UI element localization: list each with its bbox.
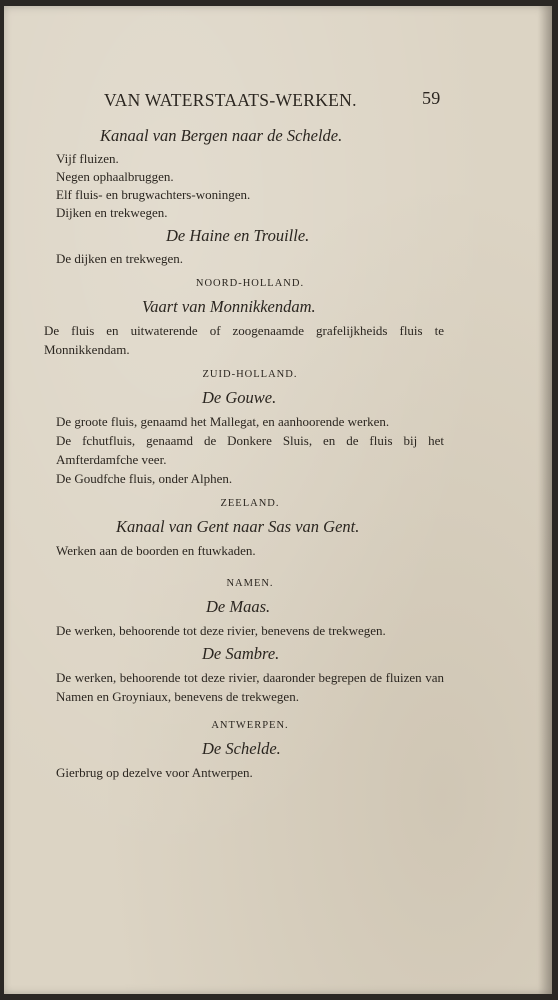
province-heading: NAMEN. bbox=[226, 578, 274, 589]
body-paragraph: De groote fluis, genaamd het Mallegat, en aanhoorende werken. bbox=[56, 414, 390, 429]
body-line: Dijken en trekwegen. bbox=[56, 205, 168, 220]
section-subhead: De Haine en Trouille. bbox=[166, 226, 310, 245]
body-paragraph: Gierbrug op dezelve voor Antwerpen. bbox=[56, 765, 253, 780]
province-heading: NOORD-HOLLAND. bbox=[195, 278, 305, 289]
province-heading: ZUID-HOLLAND. bbox=[202, 369, 298, 380]
section-subhead: De Gouwe. bbox=[202, 388, 277, 407]
body-paragraph: De werken, behoorende tot deze rivier, daaronder begrepen de fluizen van Namen en Groyniaux, benevens de trekwegen. bbox=[56, 670, 444, 704]
running-head-title: VAN WATERSTAATS-WERKEN. bbox=[104, 90, 357, 110]
body-paragraph: De Goudfche fluis, onder Alphen. bbox=[56, 471, 233, 486]
body-paragraph: De fluis en uitwaterende of zoogenaamde grafelijkheids fluis te Monnikkendam. bbox=[44, 323, 444, 357]
section-subhead: De Sambre. bbox=[202, 644, 280, 663]
body-line: Vijf fluizen. bbox=[56, 151, 119, 166]
body-paragraph: De werken, behoorende tot deze rivier, benevens de trekwegen. bbox=[56, 623, 386, 638]
section-subhead: De Maas. bbox=[206, 597, 271, 616]
section-subhead: De Schelde. bbox=[202, 739, 281, 758]
body-line: Elf fluis- en brugwachters-woningen. bbox=[56, 187, 251, 202]
book-page bbox=[4, 6, 552, 994]
body-line: Negen ophaalbruggen. bbox=[56, 169, 174, 184]
page-binding-shadow bbox=[538, 6, 552, 994]
province-heading: ANTWERPEN. bbox=[211, 720, 289, 731]
section-subhead: Vaart van Monnikkendam. bbox=[142, 297, 316, 316]
body-paragraph: De fchutfluis, genaamd de Donkere Sluis, en de fluis bij het Amfterdamfche veer. bbox=[56, 433, 444, 467]
body-paragraph: Werken aan de boorden en ftuwkaden. bbox=[56, 543, 256, 558]
section-subhead: Kanaal van Gent naar Sas van Gent. bbox=[116, 517, 360, 536]
running-header bbox=[104, 88, 441, 111]
body-line: De dijken en trekwegen. bbox=[56, 251, 184, 266]
page-body bbox=[44, 124, 444, 782]
section-subhead: Kanaal van Bergen naar de Schelde. bbox=[100, 126, 343, 145]
province-heading: ZEELAND. bbox=[220, 498, 280, 509]
page-number: 59 bbox=[422, 88, 441, 108]
